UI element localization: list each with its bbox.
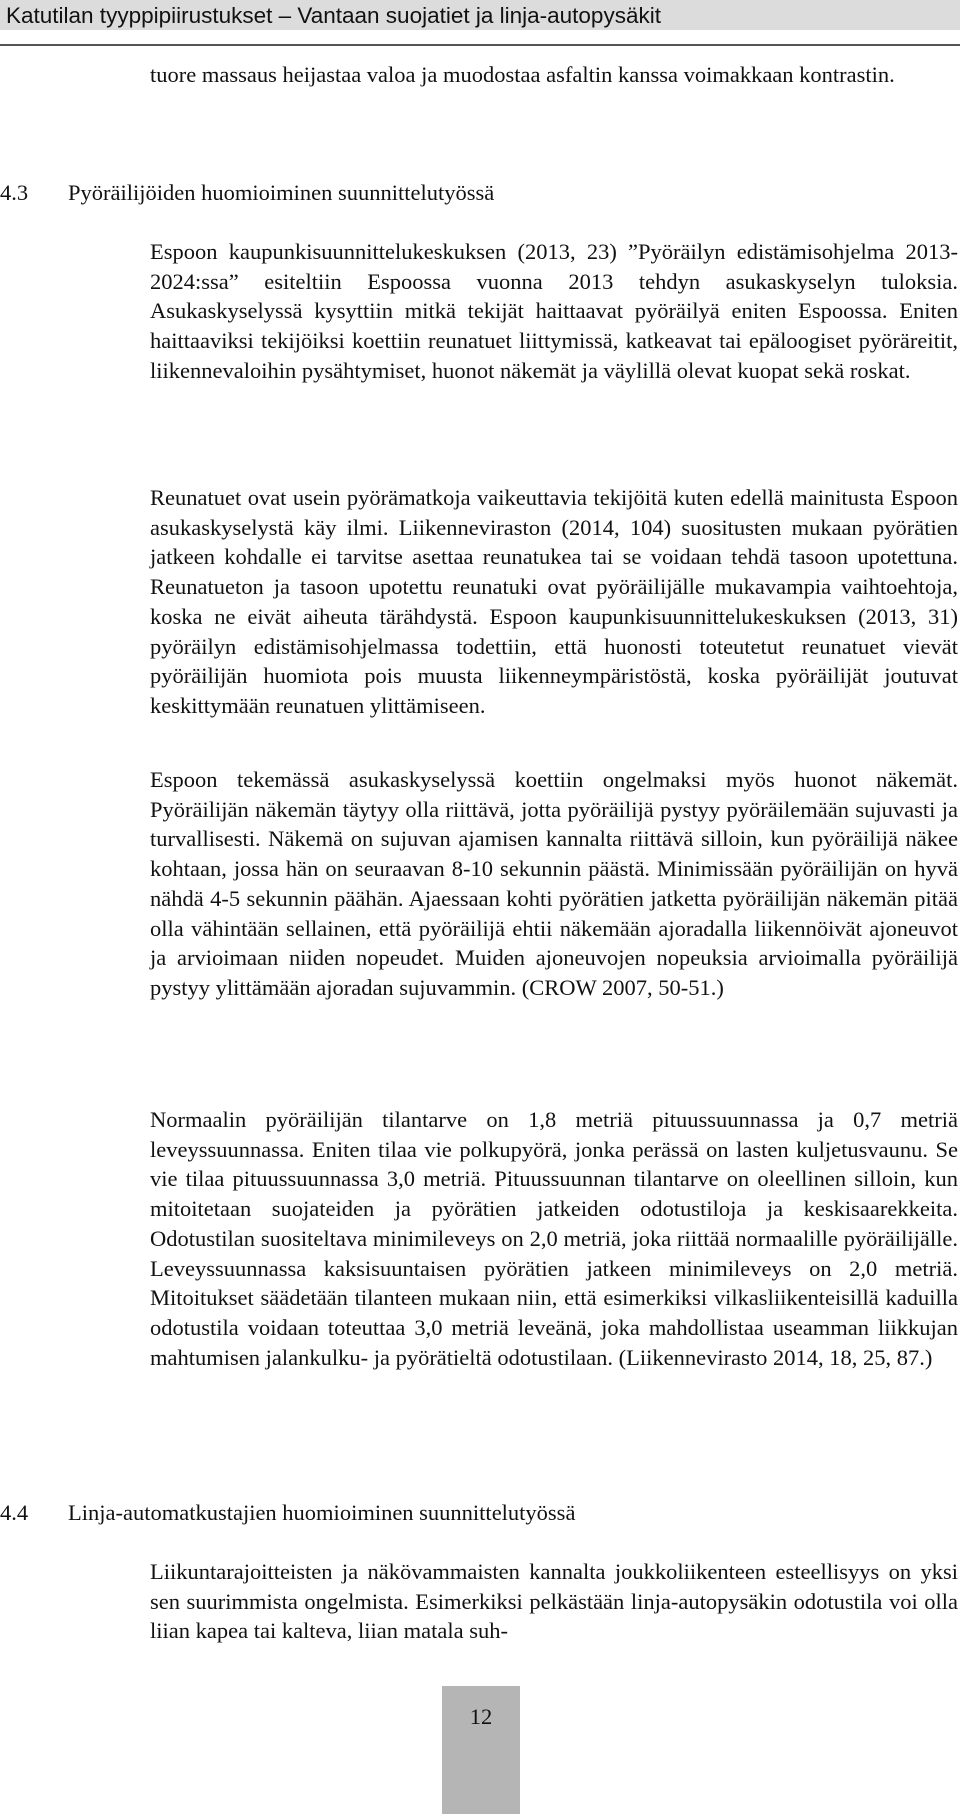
intro-paragraph: tuore massaus heijastaa valoa ja muodostaa asfaltin kanssa voimakkaan kontrastin. <box>150 62 895 87</box>
paragraph-sight: Espoon tekemässä asukaskyselyssä koettiin ongelmaksi myös huonot näkemät. Pyöräilijän näkemän täytyy olla riittävä, jotta pyöräilijä pystyy pyöräilemään sujuvasti ja turvallisesti. Näkemä on sujuvan ajamisen kannalta riittävä silloin, kun pyöräilijä näkee kohtaan, jossa hän on seuraavan 8-10 sekunnin päästä. Minimissään pyöräilijän on hyvä nähdä 4-5 sekunnin päähän. Ajaessaan kohti pyörätien jatketta pyöräilijän näkemän pitää olla vähintään sellainen, että pyöräilijä ehtii näkemään ajoradalla liikennöivät ajoneuvot ja arvioimaan niiden nopeudet. Muiden ajoneuvojen nopeuksia arvioimalla pyöräilijä pystyy ylittämään ajoradan sujuvammin. (CROW 2007, 50-51.) <box>150 767 958 1000</box>
running-header <box>0 0 960 30</box>
document-title: Katutilan tyyppipiirustukset – Vantaan suojatiet ja linja-autopysäkit <box>6 3 661 28</box>
page-number-box <box>442 1686 520 1814</box>
page-number: 12 <box>469 1704 493 1729</box>
paragraph-survey: Espoon kaupunkisuunnittelukeskuksen (2013, 23) ”Pyöräilyn edistämisohjelma 2013-2024:ssa” esiteltiin Espoossa vuonna 2013 tehdyn asukaskyselyn tuloksia. Asukaskyselyssä kysyttiin mitkä tekijät haittaavat pyöräilyä eniten Espoossa. Eniten haittaaviksi tekijöiksi koettiin reunatuet liittymissä, katkeavat tai epäloogiset pyöräreitit, liikennevaloihin pysähtymiset, huonot näkemät ja väylillä olevat kuopat sekä roskat. <box>150 239 958 383</box>
paragraph-space: Normaalin pyöräilijän tilantarve on 1,8 metriä pituussuunnassa ja 0,7 metriä leveyssuunnassa. Eniten tilaa vie polkupyörä, jonka perässä on lasten kuljetusvaunu. Se vie tilaa pituussuunnassa 3,0 metriä. Pituussuunnan tilantarve on oleellinen silloin, kun mitoitetaan suojateiden ja pyörätien jatkeiden odotustiloja ja keskisaarekkeita. Odotustilan suositeltava minimileveys on 2,0 metriä, joka riittää normaalille pyöräilijälle. Leveyssuunnassa kaksisuuntaisen pyörätien jatkeen minimileveys on 2,0 metriä. Mitoitukset säädetään tilanteen mukaan niin, että esimerkiksi vilkasliikenteisillä kaduilla odotustila voidaan toteuttaa 3,0 metriä leveänä, joka mahdollistaa useamman liikkujan mahtumisen jalankulku- ja pyörätieltä odotustilaan. (Liikennevirasto 2014, 18, 25, 87.) <box>150 1107 958 1370</box>
paragraph-curbs: Reunatuet ovat usein pyörämatkoja vaikeuttavia tekijöitä kuten edellä mainitusta Espoon asukaskyselystä käy ilmi. Liikenneviraston (2014, 104) suositusten mukaan pyörätien jatkeen kohdalle ei tarvitse asettaa reunatukea tai se voidaan tehdä tasoon upotettuna. Reunatueton ja tasoon upotettu reunatuki ovat pyöräilijälle mukavampia vaihtoehtoja, koska ne eivät aiheuta tärähdystä. Espoon kaupunkisuunnittelukeskuksen (2013, 31) pyöräilyn edistämisohjelmassa todettiin, että huonosti toteutetut reunatuet vievät pyöräilijän huomiota pois muusta liikenneympäristöstä, koska pyöräilijät joutuvat keskittymään reunatuen ylittämiseen. <box>150 485 958 718</box>
section-title: Linja-automatkustajien huomioiminen suunnittelutyössä <box>68 1500 576 1525</box>
section-number: 4.3 <box>0 180 29 205</box>
section-title: Pyöräilijöiden huomioiminen suunnittelutyössä <box>68 180 495 205</box>
paragraph-bus: Liikuntarajoitteisten ja näkövammaisten kannalta joukkoliikenteen esteellisyys on yksi sen suurimmista ongelmista. Esimerkiksi pelkästään linja-autopysäkin odotustila voi olla liian kapea tai kalteva, liian matala suh- <box>150 1559 958 1644</box>
section-number: 4.4 <box>0 1500 29 1525</box>
header-divider <box>0 44 960 46</box>
